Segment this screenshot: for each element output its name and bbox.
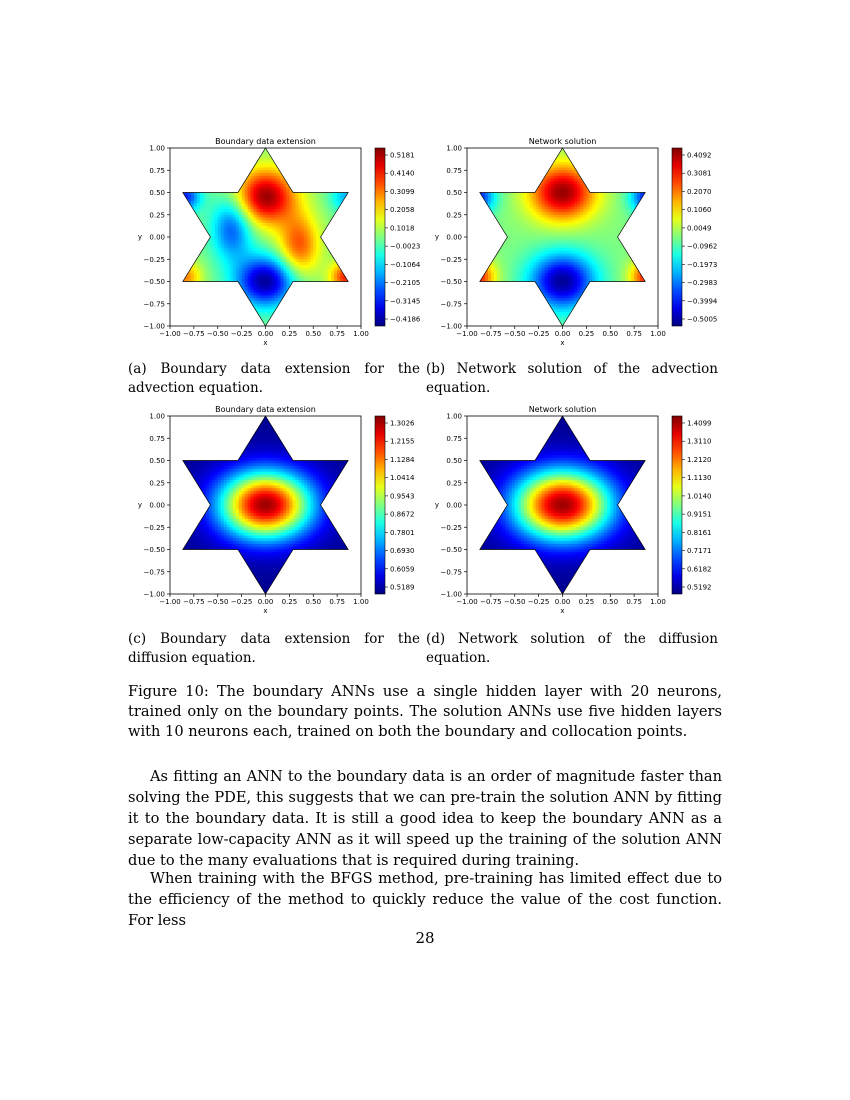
plot-panel-c (130, 400, 430, 625)
y-tick-label: −0.75 (143, 568, 165, 577)
x-tick-label: −0.75 (480, 598, 502, 606)
y-tick-label: −0.25 (440, 523, 462, 532)
x-tick-label: −0.75 (183, 330, 205, 338)
x-tick-label: 0.75 (626, 330, 642, 338)
x-tick-label: 0.25 (281, 330, 298, 338)
y-tick-label: 0.00 (446, 501, 462, 510)
colorbar-tick-label: 0.8161 (687, 528, 712, 537)
colorbar-tick-label: −0.4186 (390, 315, 421, 324)
y-tick-label: 0.00 (149, 233, 165, 242)
x-tick-label: −0.25 (230, 330, 253, 338)
colorbar-tick-label: −0.0023 (390, 242, 421, 251)
colorbar-tick-label: 0.5189 (390, 583, 415, 592)
x-tick-label: 0.50 (305, 330, 322, 338)
colorbar (375, 148, 385, 326)
y-tick-label: 0.00 (446, 233, 462, 242)
y-tick-label: −0.50 (440, 278, 462, 286)
colorbar-tick-label: −0.5005 (687, 315, 718, 324)
x-tick-label: 0.00 (257, 330, 274, 338)
y-tick-label: −0.50 (143, 278, 165, 286)
y-tick-label: 0.75 (149, 434, 165, 443)
plot-title: Boundary data extension (215, 137, 316, 146)
contour-plot-svg (427, 132, 727, 357)
colorbar-tick-label: −0.0962 (687, 242, 718, 251)
y-axis-label: y (137, 501, 143, 509)
colorbar-tick-label: −0.1064 (390, 260, 421, 269)
subcaption-a: (a) Boundary data extension for the advection equation. (128, 361, 420, 396)
x-tick-label: 1.00 (353, 330, 369, 338)
x-tick-label: 1.00 (650, 598, 666, 606)
x-tick-label: 0.50 (602, 598, 619, 606)
subcaption-c: (c) Boundary data extension for the diffusion equation. (128, 631, 420, 666)
figure-caption: Figure 10: The boundary ANNs use a single hidden layer with 20 neurons, trained only on the boundary points. The solution ANNs use five hidden layers with 10 neurons each, trained on both the boundary and collocation points. (128, 683, 722, 740)
y-axis-label: y (137, 233, 143, 241)
y-tick-label: −0.75 (440, 568, 462, 577)
colorbar-tick-label: −0.2983 (687, 279, 718, 288)
colorbar-tick-label: 0.5181 (390, 151, 415, 160)
y-tick-label: 0.50 (446, 457, 462, 465)
y-tick-label: 0.25 (446, 479, 462, 488)
x-axis-label: x (263, 607, 268, 615)
x-tick-label: 0.00 (554, 598, 571, 606)
contour-field (467, 148, 659, 327)
colorbar-tick-label: 1.1284 (390, 455, 415, 464)
plot-title: Network solution (528, 137, 597, 146)
x-tick-label: 0.00 (257, 598, 274, 606)
plot-title: Network solution (528, 405, 597, 414)
plot-title: Boundary data extension (215, 405, 316, 414)
colorbar-tick-label: 0.4092 (687, 151, 712, 160)
colorbar (672, 148, 682, 326)
x-tick-label: 0.75 (626, 598, 642, 606)
colorbar-tick-label: 1.0140 (687, 492, 712, 501)
colorbar-tick-label: −0.1973 (687, 260, 718, 269)
colorbar-tick-label: 1.2155 (390, 437, 415, 446)
x-tick-label: 0.75 (329, 330, 345, 338)
colorbar-tick-label: 0.5192 (687, 583, 712, 592)
y-tick-label: −0.75 (440, 300, 462, 309)
colorbar-tick-label: 0.9151 (687, 510, 712, 519)
y-tick-label: 1.00 (149, 412, 165, 421)
contour-plot-svg (130, 132, 430, 357)
y-tick-label: −0.25 (440, 255, 462, 264)
y-tick-label: 0.50 (149, 457, 165, 465)
colorbar-tick-label: 0.8672 (390, 510, 415, 519)
colorbar-tick-label: 1.0414 (390, 474, 415, 483)
colorbar-tick-label: −0.3994 (687, 297, 718, 306)
x-tick-label: 1.00 (353, 598, 369, 606)
x-tick-label: −1.00 (159, 598, 181, 606)
y-tick-label: 0.25 (149, 479, 165, 488)
page-number: 28 (415, 929, 435, 947)
contour-field (467, 416, 659, 595)
x-axis-label: x (560, 339, 565, 347)
colorbar-tick-label: 0.7171 (687, 547, 712, 556)
colorbar-tick-label: 0.7801 (390, 528, 415, 537)
colorbar-tick-label: 0.1060 (687, 206, 712, 215)
colorbar-tick-label: 1.4099 (687, 419, 712, 428)
y-tick-label: 0.50 (446, 189, 462, 197)
x-tick-label: −1.00 (456, 330, 478, 338)
x-tick-label: −0.25 (527, 598, 550, 606)
x-tick-label: −1.00 (456, 598, 478, 606)
x-tick-label: 1.00 (650, 330, 666, 338)
x-tick-label: 0.25 (281, 598, 298, 606)
y-tick-label: −0.25 (143, 523, 165, 532)
contour-field (170, 416, 362, 595)
paragraph-2: When training with the BFGS method, pre-training has limited effect due to the efficiency of the method to quickly reduce the value of the cost function. For less (128, 870, 722, 929)
y-tick-label: 0.75 (446, 166, 462, 175)
colorbar-tick-label: 0.9543 (390, 492, 415, 501)
x-tick-label: −0.75 (480, 330, 502, 338)
y-tick-label: 1.00 (149, 144, 165, 153)
y-axis-label: y (434, 501, 440, 509)
x-tick-label: −0.75 (183, 598, 205, 606)
contour-plot-svg (130, 400, 430, 625)
colorbar-tick-label: 0.0049 (687, 224, 712, 233)
colorbar-tick-label: 0.3099 (390, 187, 415, 196)
y-tick-label: −1.00 (143, 322, 165, 331)
x-tick-label: −1.00 (159, 330, 181, 338)
y-tick-label: 0.50 (149, 189, 165, 197)
contour-plot-svg (427, 400, 727, 625)
x-tick-label: 0.50 (305, 598, 322, 606)
y-tick-label: 0.25 (149, 211, 165, 220)
y-tick-label: 0.75 (149, 166, 165, 175)
colorbar-tick-label: 1.2120 (687, 455, 712, 464)
x-tick-label: 0.25 (578, 330, 595, 338)
colorbar-tick-label: 0.6182 (687, 565, 712, 574)
x-tick-label: −0.50 (504, 330, 526, 338)
colorbar-tick-label: 0.2058 (390, 206, 415, 215)
contour-field (170, 148, 362, 327)
colorbar-tick-label: 0.2070 (687, 187, 712, 196)
colorbar-tick-label: 1.1130 (687, 474, 712, 483)
colorbar-tick-label: 0.6930 (390, 547, 415, 556)
colorbar-tick-label: 1.3026 (390, 419, 415, 428)
colorbar-tick-label: −0.3145 (390, 297, 421, 306)
colorbar-tick-label: −0.2105 (390, 279, 421, 288)
y-tick-label: 0.25 (446, 211, 462, 220)
x-axis-label: x (263, 339, 268, 347)
y-axis-label: y (434, 233, 440, 241)
x-axis-label: x (560, 607, 565, 615)
y-tick-label: −0.50 (143, 546, 165, 554)
paragraph-1: As fitting an ANN to the boundary data is an order of magnitude faster than solving the PDE, this suggests that we can pre-train the solution ANN by fitting it to the boundary data. It is still a good idea to keep the boundary ANN as a separate low-capacity ANN as it will speed up the training of the solution ANN due to the many evaluations that is required during training. (128, 768, 722, 869)
y-tick-label: −0.75 (143, 300, 165, 309)
y-tick-label: −0.25 (143, 255, 165, 264)
colorbar (672, 416, 682, 594)
plot-panel-a (130, 132, 430, 357)
colorbar-tick-label: 0.4140 (390, 169, 415, 178)
colorbar-tick-label: 0.6059 (390, 565, 415, 574)
plot-panel-b (427, 132, 727, 357)
y-tick-label: −1.00 (143, 590, 165, 599)
y-tick-label: 1.00 (446, 144, 462, 153)
x-tick-label: 0.00 (554, 330, 571, 338)
x-tick-label: −0.50 (207, 330, 229, 338)
x-tick-label: 0.50 (602, 330, 619, 338)
y-tick-label: 0.00 (149, 501, 165, 510)
y-tick-label: −0.50 (440, 546, 462, 554)
plot-panel-d (427, 400, 727, 625)
x-tick-label: 0.25 (578, 598, 595, 606)
x-tick-label: −0.50 (207, 598, 229, 606)
x-tick-label: 0.75 (329, 598, 345, 606)
subcaption-d: (d) Network solution of the diffusion equation. (426, 631, 718, 666)
colorbar-tick-label: 0.1018 (390, 224, 415, 233)
x-tick-label: −0.25 (230, 598, 253, 606)
y-tick-label: −1.00 (440, 322, 462, 331)
colorbar-tick-label: 1.3110 (687, 437, 712, 446)
x-tick-label: −0.25 (527, 330, 550, 338)
subcaption-b: (b) Network solution of the advection equation. (426, 361, 718, 396)
colorbar (375, 416, 385, 594)
colorbar-tick-label: 0.3081 (687, 169, 712, 178)
y-tick-label: −1.00 (440, 590, 462, 599)
x-tick-label: −0.50 (504, 598, 526, 606)
y-tick-label: 0.75 (446, 434, 462, 443)
y-tick-label: 1.00 (446, 412, 462, 421)
